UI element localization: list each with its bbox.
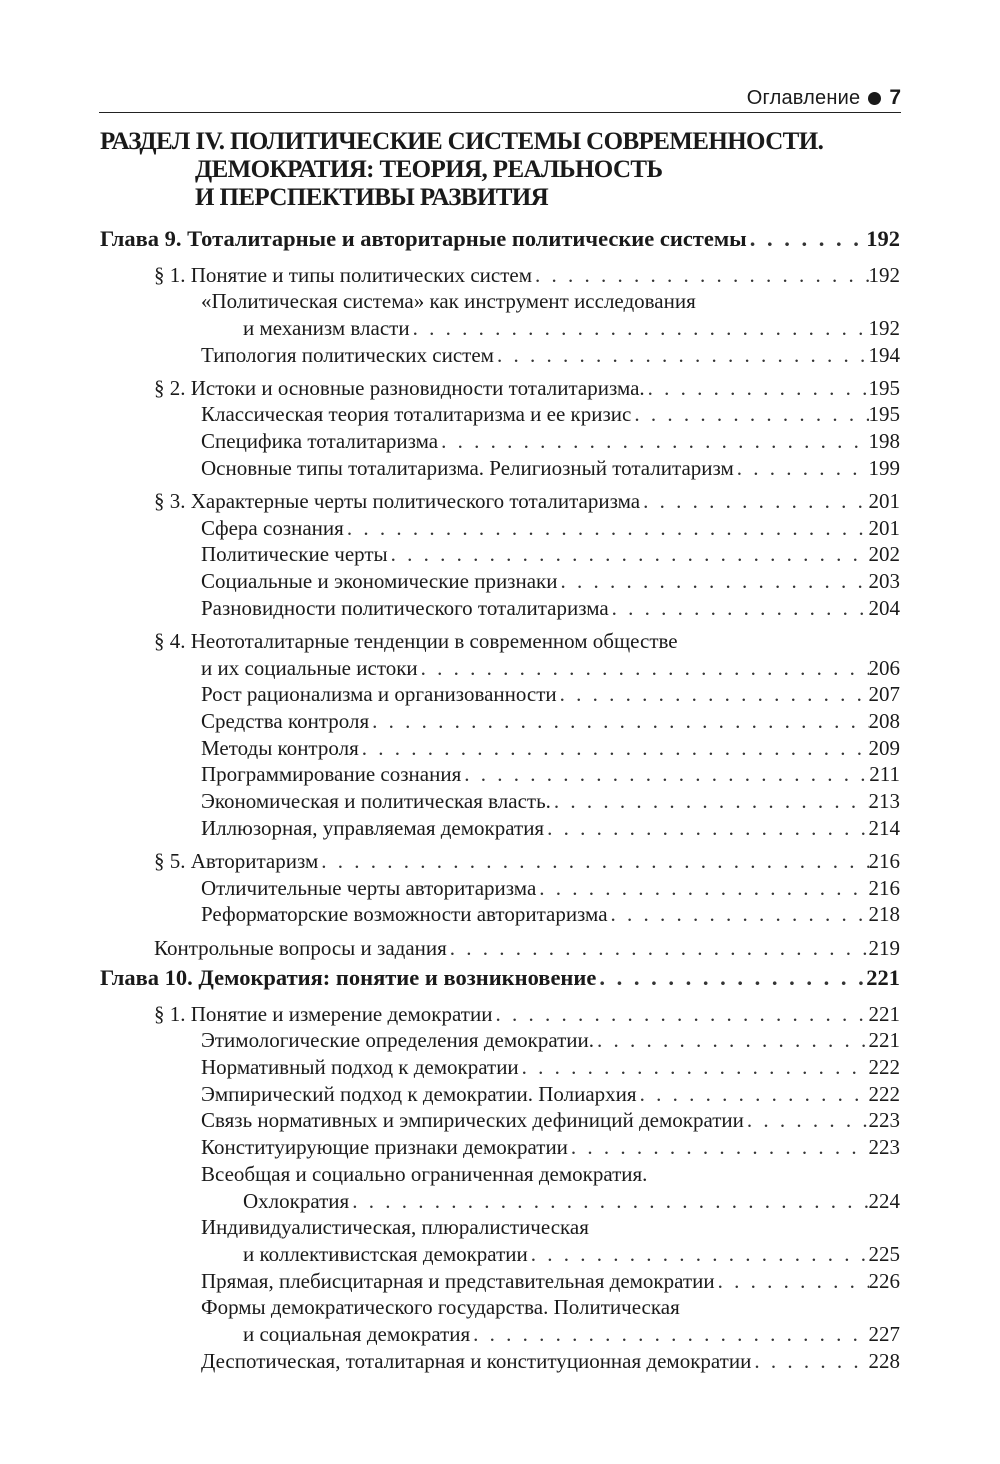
toc-entry-title: и механизм власти (243, 315, 410, 340)
dot-leader (544, 815, 868, 842)
dot-leader (551, 788, 869, 815)
dot-leader (536, 875, 868, 902)
dot-leader (557, 568, 868, 595)
toc-entry[interactable] (100, 875, 900, 902)
toc-entry[interactable] (100, 848, 900, 875)
toc-entry[interactable] (100, 342, 900, 369)
toc-page-number: 213 (868, 789, 900, 814)
toc-entry-title: и коллективистская демократии (243, 1241, 528, 1266)
page-number: 7 (889, 86, 901, 109)
dot-leader (528, 1241, 869, 1268)
toc-entry-title: Всеобщая и социально ограниченная демократия. (201, 1161, 648, 1186)
toc-entry-title: Экономическая и политическая власть. (201, 789, 551, 814)
toc-entry[interactable] (100, 681, 900, 708)
toc-entry[interactable] (100, 315, 900, 342)
toc-page-number: 223 (868, 1108, 900, 1133)
dot-leader (447, 935, 869, 962)
toc-entry[interactable] (100, 935, 900, 962)
dot-leader (532, 262, 869, 289)
toc-entry[interactable] (100, 1081, 900, 1108)
toc-entry-title: Программирование сознания (201, 762, 462, 787)
running-header (99, 84, 901, 113)
toc-entry[interactable] (100, 288, 900, 315)
dot-leader (594, 1027, 868, 1054)
toc-entry-title: Средства контроля (201, 709, 370, 733)
toc-entry-title: Глава 9. Тоталитарные и авторитарные политические системы (100, 226, 747, 251)
toc-entry-title: § 1. Понятие и измерение демократии (154, 1001, 493, 1026)
toc-entry-title: и социальная демократия (243, 1321, 471, 1346)
toc-entry[interactable] (100, 1348, 900, 1375)
toc-entry-title: Специфика тоталитаризма (201, 429, 439, 454)
toc-entry-title: § 4. Неототалитарные тенденции в современном обществе (154, 628, 678, 653)
toc-entry[interactable] (100, 455, 900, 482)
running-header-title: Оглавление (746, 86, 861, 109)
toc-page-number: 202 (868, 542, 900, 567)
toc-entry[interactable] (100, 788, 900, 815)
section-heading (100, 128, 900, 212)
table-of-contents (100, 222, 900, 1374)
toc-page-number: 226 (868, 1268, 900, 1293)
dot-leader (744, 1107, 869, 1134)
toc-page-number: 207 (868, 682, 900, 707)
toc-page-number: 224 (868, 1188, 900, 1213)
toc-entry[interactable] (100, 1188, 900, 1215)
toc-entry-title: Охлократия (243, 1188, 350, 1213)
toc-entry[interactable] (100, 1001, 900, 1028)
bullet-dot-icon (868, 92, 881, 105)
dot-leader (470, 1321, 868, 1348)
toc-page-number: 225 (868, 1241, 900, 1266)
dot-leader (596, 961, 866, 994)
toc-page-number: 221 (868, 1001, 900, 1026)
toc-entry-title: Классическая теория тоталитаризма и ее кризис (201, 402, 632, 427)
toc-entry[interactable] (100, 515, 900, 542)
toc-entry-title: Сфера сознания (201, 515, 344, 540)
dot-leader (608, 901, 869, 928)
toc-page-number: 204 (868, 595, 900, 620)
toc-entry[interactable] (100, 815, 900, 842)
toc-page-number: 199 (868, 455, 900, 480)
toc-entry[interactable] (100, 1321, 900, 1348)
toc-entry-title: Конституирующие признаки демократии (201, 1135, 568, 1160)
dot-leader (344, 515, 869, 542)
toc-entry-title: Отличительные черты авторитаризма (201, 875, 537, 900)
dot-leader (369, 708, 868, 735)
toc-entry[interactable] (100, 1134, 900, 1161)
toc-entry-title: Этимологические определения демократии. (201, 1028, 595, 1053)
toc-entry[interactable] (100, 708, 900, 735)
toc-entry-title: Рост рационализма и организованности (201, 682, 557, 707)
dot-leader (734, 455, 869, 482)
toc-page-number: 223 (868, 1135, 900, 1160)
toc-page-number: 194 (868, 342, 900, 367)
toc-entry[interactable] (100, 1107, 900, 1134)
toc-entry-title: Типология политических систем (201, 342, 494, 367)
toc-entry[interactable] (100, 735, 900, 762)
toc-entry[interactable] (100, 1214, 900, 1241)
toc-entry[interactable] (100, 262, 900, 289)
toc-entry[interactable] (100, 628, 900, 655)
toc-entry[interactable] (100, 428, 900, 455)
toc-entry[interactable] (100, 488, 900, 515)
toc-page-number: 192 (868, 315, 900, 340)
toc-entry-title: Разновидности политического тоталитаризма (201, 595, 609, 620)
toc-entry[interactable] (100, 1054, 900, 1081)
toc-entry[interactable] (100, 761, 900, 788)
dot-leader (318, 848, 868, 875)
toc-entry[interactable] (100, 568, 900, 595)
dot-leader (557, 681, 869, 708)
toc-entry[interactable] (100, 1294, 900, 1321)
toc-page-number: 206 (868, 655, 900, 680)
dot-leader (640, 488, 868, 515)
dot-leader (645, 375, 869, 402)
toc-entry[interactable] (100, 595, 900, 622)
section-heading-line: И ПЕРСПЕКТИВЫ РАЗВИТИЯ (195, 184, 549, 211)
toc-entry[interactable] (100, 655, 900, 682)
dot-leader (747, 222, 867, 255)
toc-entry-title: § 1. Понятие и типы политических систем (154, 262, 532, 287)
toc-entry-title: § 3. Характерные черты политического тоталитаризма (154, 489, 641, 513)
dot-leader (609, 595, 869, 622)
toc-page-number: 219 (868, 935, 900, 960)
toc-entry[interactable] (100, 1161, 900, 1188)
toc-entry-title: Методы контроля (201, 735, 359, 760)
dot-leader (359, 735, 869, 762)
toc-page-number: 211 (869, 762, 900, 787)
toc-page-number: 208 (868, 709, 900, 733)
toc-entry-title: Глава 10. Демократия: понятие и возникновение (100, 965, 597, 991)
dot-leader (461, 761, 869, 788)
toc-page-number: 221 (866, 965, 900, 991)
dot-leader (492, 1001, 868, 1028)
toc-entry[interactable] (100, 1241, 900, 1268)
toc-page-number: 198 (868, 429, 900, 454)
dot-leader (494, 342, 869, 369)
dot-leader (418, 655, 869, 682)
toc-page-number: 214 (868, 815, 900, 840)
toc-entry[interactable] (100, 1268, 900, 1295)
toc-entry-title: Основные типы тоталитаризма. Религиозный тоталитаризм (201, 455, 734, 480)
toc-page-number: 195 (868, 375, 900, 400)
toc-entry-title: «Политическая система» как инструмент исследования (201, 289, 696, 314)
toc-page-number: 195 (868, 402, 900, 427)
dot-leader (715, 1268, 869, 1295)
toc-page-number: 201 (868, 489, 900, 513)
toc-page-number: 216 (868, 875, 900, 900)
toc-entry-title: и их социальные истоки (201, 655, 418, 680)
section-heading-line: РАЗДЕЛ IV. ПОЛИТИЧЕСКИЕ СИСТЕМЫ СОВРЕМЕННОСТИ. (100, 128, 824, 155)
dot-leader (637, 1081, 869, 1108)
toc-page-number: 192 (866, 226, 900, 251)
toc-chapter-entry[interactable] (100, 222, 900, 255)
dot-leader (410, 315, 869, 342)
dot-leader (631, 401, 868, 428)
toc-entry-title: Социальные и экономические признаки (201, 569, 558, 594)
dot-leader (388, 541, 869, 568)
toc-page-number: 222 (868, 1055, 900, 1080)
toc-entry-title: § 5. Авторитаризм (154, 848, 319, 873)
toc-page-number: 227 (868, 1321, 900, 1346)
toc-entry-title: Контрольные вопросы и задания (154, 935, 447, 960)
toc-page-number: 209 (868, 735, 900, 760)
toc-entry-title: Эмпирический подход к демократии. Полиархия (201, 1081, 637, 1106)
toc-page-number: 222 (868, 1081, 900, 1106)
toc-page-number: 201 (868, 515, 900, 540)
toc-entry-title: Формы демократического государства. Политическая (201, 1295, 680, 1320)
toc-entry-title: § 2. Истоки и основные разновидности тоталитаризма. (154, 375, 645, 400)
toc-chapter-entry[interactable] (100, 961, 900, 994)
dot-leader (519, 1054, 869, 1081)
toc-entry-title: Прямая, плебисцитарная и представительная демократии (201, 1268, 715, 1293)
toc-entry-title: Иллюзорная, управляемая демократия (201, 815, 545, 840)
toc-entry[interactable] (100, 541, 900, 568)
toc-entry-title: Деспотическая, тоталитарная и конституционная демократии (201, 1348, 752, 1373)
toc-entry-title: Индивидуалистическая, плюралистическая (201, 1215, 589, 1240)
toc-entry[interactable] (100, 375, 900, 402)
toc-entry-title: Нормативный подход к демократии (201, 1055, 519, 1080)
toc-entry-title: Политические черты (201, 542, 388, 567)
section-heading-line: ДЕМОКРАТИЯ: ТЕОРИЯ, РЕАЛЬНОСТЬ (195, 156, 663, 183)
toc-entry[interactable] (100, 401, 900, 428)
dot-leader (349, 1188, 868, 1215)
dot-leader (751, 1348, 868, 1375)
toc-entry[interactable] (100, 901, 900, 928)
toc-entry[interactable] (100, 1027, 900, 1054)
toc-entry-title: Реформаторские возможности авторитаризма (201, 902, 608, 927)
toc-page-number: 218 (868, 902, 900, 927)
toc-page-number: 221 (868, 1028, 900, 1053)
toc-page-number: 192 (868, 262, 900, 287)
toc-entry-title: Связь нормативных и эмпирических дефиниций демократии (201, 1108, 744, 1133)
toc-page-number: 216 (868, 848, 900, 873)
dot-leader (568, 1134, 869, 1161)
dot-leader (438, 428, 868, 455)
toc-page-number: 203 (868, 569, 900, 594)
toc-page-number: 228 (868, 1348, 900, 1373)
